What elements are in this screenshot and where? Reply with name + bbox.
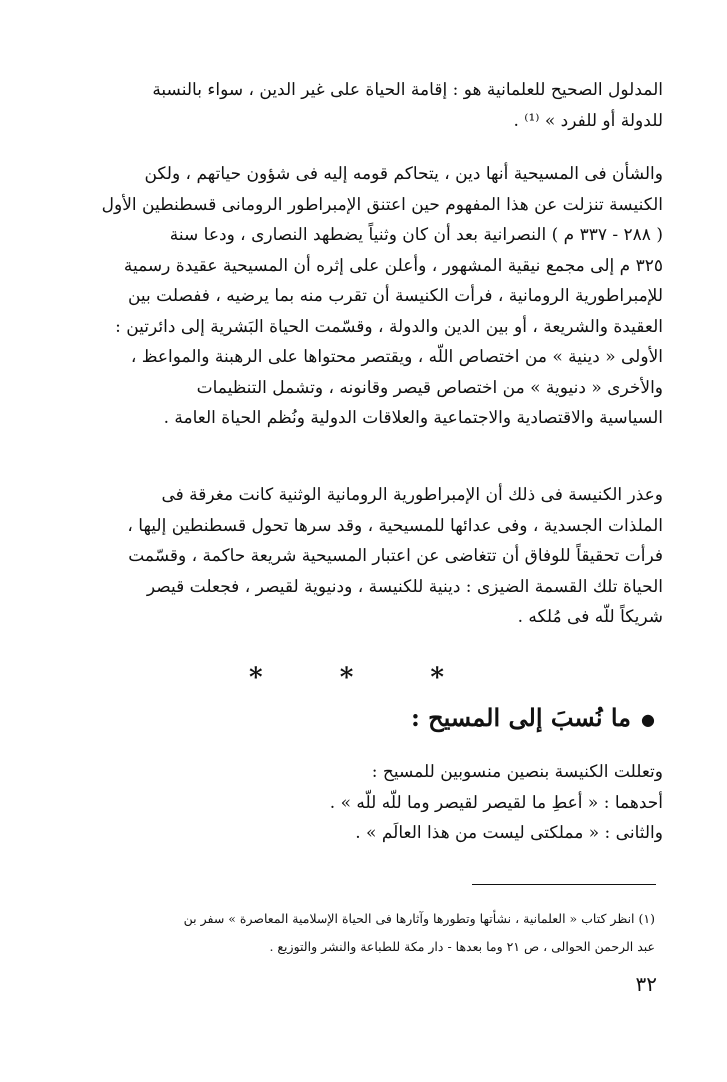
footnote-divider <box>472 884 656 885</box>
bullet-icon: ● <box>641 710 655 729</box>
paragraph-third <box>67 480 663 633</box>
section-heading <box>411 703 655 732</box>
text-line: ( ٢٨٨ - ٣٣٧ م ) النصرانية بعد أن كان وثنياً يضطهد النصارى ، ودعا سنة <box>169 225 663 245</box>
page-number: ٣٢ <box>635 972 657 996</box>
text-line: والأخرى « دنيوية » من اختصاص قيصر وقانونه ، وتشمل التنظيمات <box>196 377 663 398</box>
footnote-line: عبد الرحمن الحوالى ، ص ٢١ وما بعدها - دار مكة للطباعة والنشر والتوزيع . <box>269 939 655 954</box>
paragraph-intro <box>67 75 663 136</box>
paragraph-fourth <box>67 757 663 849</box>
text-line: وعذر الكنيسة فى ذلك أن الإمبراطورية الرومانية الوثنية كانت مغرقة فى <box>161 485 663 505</box>
text-line: الملذات الجسدية ، وفى عدائها للمسيحية ، وقد سرها تحول قسطنطين إليها ، <box>127 515 663 536</box>
text-line: فرأت تحقيقاً للوفاق أن تتغاضى عن اعتبار المسيحية شريعة حاكمة ، وقسّمت <box>128 546 663 566</box>
text-line: للإمبراطورية الرومانية ، فرأت الكنيسة أن تقرب منه بما يرضيه ، ففصلت بين <box>127 286 663 306</box>
text-line: والثانى : « مملكتى ليست من هذا العالَم » . <box>355 823 663 843</box>
section-separator: * * * <box>249 663 478 693</box>
footnote-line: (١) انظر كتاب « العلمانية ، نشأتها وتطورها وآثارها فى الحياة الإسلامية المعاصرة » سفر بن <box>183 911 655 926</box>
text-line: للدولة أو للفرد » ⁽¹⁾ . <box>513 110 663 131</box>
paragraph-second <box>67 159 663 434</box>
section-heading-text: ما نُسبَ إلى المسيح : <box>410 703 632 732</box>
text-line: أحدهما : « أعطِ ما لقيصر لقيصر وما للّه للّه » . <box>329 792 663 813</box>
text-line: وتعللت الكنيسة بنصين منسوبين للمسيح : <box>371 762 663 782</box>
text-line: ٣٢٥ م إلى مجمع نيقية المشهور ، وأعلن على إثره أن المسيحية عقيدة رسمية <box>123 255 663 276</box>
text-line: الكنيسة تنزلت عن هذا المفهوم حين اعتنق الإمبراطور الرومانى قسطنطين الأول <box>101 194 663 215</box>
text-line: الأولى « دينية » من اختصاص اللّه ، ويقتصر محتواها على الرهبنة والمواعظ ، <box>130 347 663 367</box>
text-line: السياسية والاقتصادية والاجتماعية والعلاقات الدولية ونُظم الحياة العامة . <box>163 408 663 428</box>
text-line: العقيدة والشريعة ، أو بين الدين والدولة ، وقسّمت الحياة البَشرية إلى دائرتين : <box>115 316 663 337</box>
text-line: والشأن فى المسيحية أنها دين ، يتحاكم قومه إليه فى شؤون حياتهم ، ولكن <box>144 164 663 184</box>
text-line: المدلول الصحيح للعلمانية هو : إقامة الحياة على غير الدين ، سواء بالنسبة <box>152 80 663 100</box>
text-line: شريكاً للّه فى مُلكه . <box>517 607 663 627</box>
footnote <box>67 905 655 961</box>
text-line: الحياة تلك القسمة الضيزى : دينية للكنيسة ، ودنيوية لقيصر ، فجعلت قيصر <box>146 576 663 597</box>
